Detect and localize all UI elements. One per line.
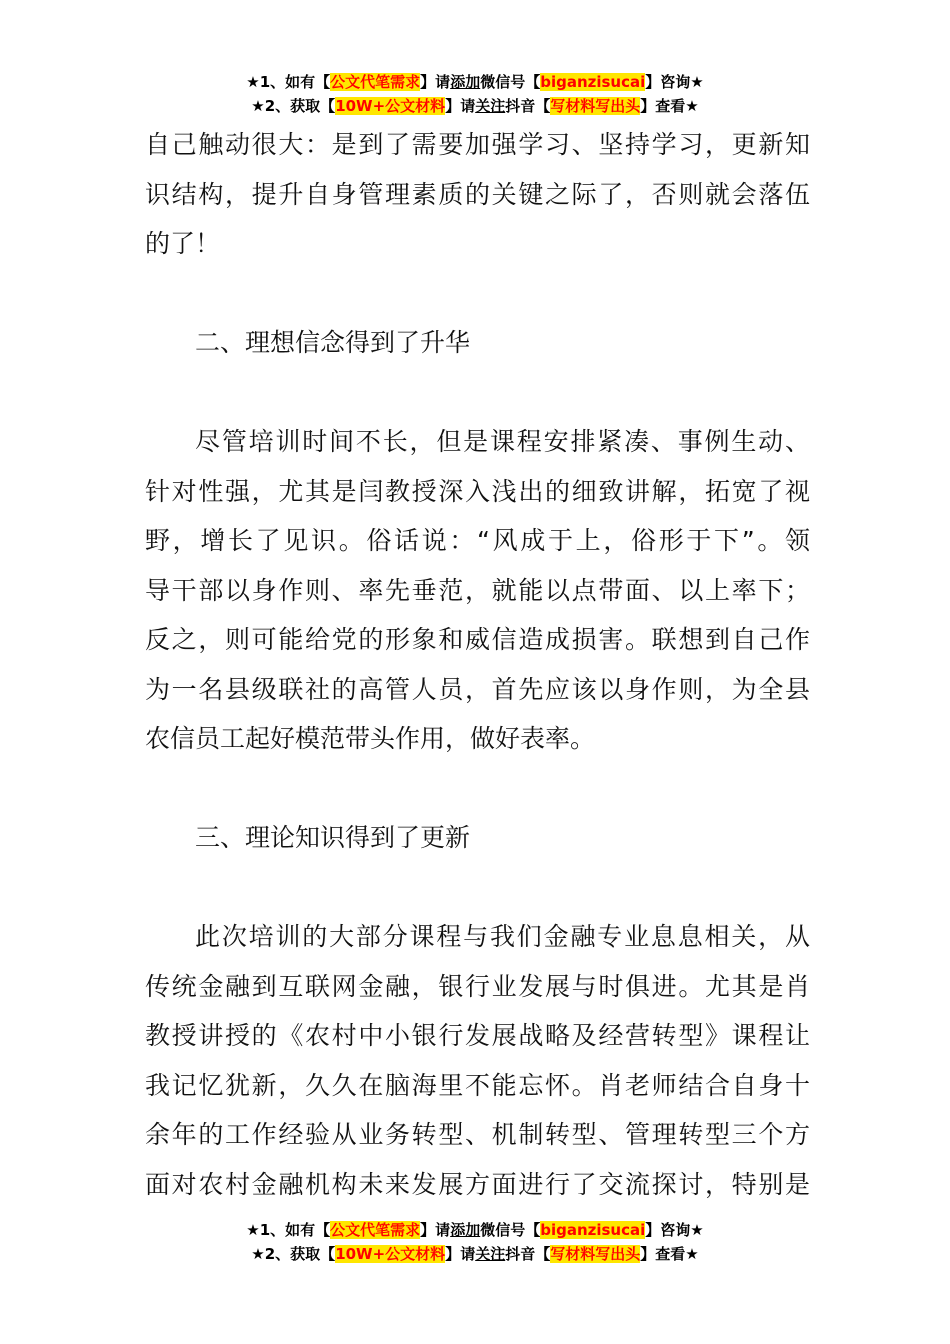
banner-highlight: 公文代笔需求	[330, 73, 421, 91]
banner-emphasis: 添加	[450, 1221, 481, 1239]
banner-text: 】查看★	[640, 1245, 699, 1263]
banner-douyin-id: 写材料写出头	[550, 97, 641, 115]
banner-text: ★2、获取【	[251, 1245, 336, 1263]
text-line: 识结构，提升自身管理素质的关键之际了，否则就会落伍	[145, 179, 810, 209]
banner-text: ★2、获取【	[251, 97, 336, 115]
text-line: 为一名县级联社的高管人员，首先应该以身作则，为全县	[145, 674, 810, 704]
text-line: 自己触动很大：是到了需要加强学习、坚持学习，更新知	[145, 130, 810, 159]
banner-highlight: 10W+公文材料	[335, 1245, 446, 1263]
text-line: 余年的工作经验从业务转型、机制转型、管理转型三个方	[145, 1120, 810, 1149]
text-line: 野，增长了见识。俗话说：“风成于上，俗形于下”。领	[145, 526, 810, 555]
section-heading-3: 三、理论知识得到了更新	[195, 823, 471, 852]
banner-text: 】请	[445, 1245, 476, 1263]
banner-line-1	[0, 1218, 950, 1242]
banner-line-1	[0, 70, 950, 94]
banner-emphasis: 关注	[475, 1245, 506, 1263]
text-line: 我记忆犹新，久久在脑海里不能忘怀。肖老师结合自身十	[145, 1070, 810, 1100]
text-line: 教授讲授的《农村中小银行发展战略及经营转型》课程让	[145, 1021, 810, 1050]
banner-text: 】查看★	[640, 97, 699, 115]
banner-wechat-id: biganzisucai	[540, 73, 646, 91]
text-line: 反之，则可能给党的形象和威信造成损害。联想到自己作	[145, 625, 810, 654]
banner-text: 抖音【	[505, 97, 551, 115]
banner-emphasis: 关注	[475, 97, 506, 115]
banner-highlight: 公文代笔需求	[330, 1221, 421, 1239]
banner-text: 微信号【	[480, 73, 541, 91]
banner-highlight: 10W+公文材料	[335, 97, 446, 115]
banner-wechat-id: biganzisucai	[540, 1221, 646, 1239]
banner-text: 】请	[445, 97, 476, 115]
top-banner	[0, 70, 950, 118]
text-line: 农信员工起好模范带头作用，做好表率。	[145, 724, 596, 753]
banner-text: 】请	[420, 1221, 451, 1239]
banner-text: ★1、如有【	[246, 1221, 331, 1239]
document-body	[145, 120, 810, 1209]
paragraph-1	[145, 120, 810, 269]
text-line: 此次培训的大部分课程与我们金融专业息息相关，从	[195, 922, 810, 951]
spacer	[145, 764, 810, 814]
spacer	[145, 863, 810, 913]
banner-text: 】咨询★	[645, 1221, 704, 1239]
text-line: 传统金融到互联网金融，银行业发展与时俱进。尤其是肖	[145, 971, 810, 1001]
spacer	[145, 368, 810, 418]
banner-text: ★1、如有【	[246, 73, 331, 91]
banner-line-2	[0, 94, 950, 118]
section-heading-2: 二、理想信念得到了升华	[195, 328, 471, 357]
text-line: 面对农村金融机构未来发展方面进行了交流探讨，特别是	[145, 1169, 810, 1199]
banner-emphasis: 添加	[450, 73, 481, 91]
text-line: 导干部以身作则、率先垂范，就能以点带面、以上率下；	[145, 575, 810, 605]
bottom-banner	[0, 1218, 950, 1266]
paragraph-3	[145, 912, 810, 1209]
text-line: 尽管培训时间不长，但是课程安排紧凑、事例生动、	[195, 427, 810, 456]
banner-line-2	[0, 1242, 950, 1266]
banner-douyin-id: 写材料写出头	[550, 1245, 641, 1263]
banner-text: 】咨询★	[645, 73, 704, 91]
paragraph-2	[145, 417, 810, 764]
banner-text: 】请	[420, 73, 451, 91]
text-line: 的了！	[145, 229, 221, 258]
banner-text: 微信号【	[480, 1221, 541, 1239]
banner-text: 抖音【	[505, 1245, 551, 1263]
spacer	[145, 269, 810, 319]
text-line: 针对性强，尤其是闫教授深入浅出的细致讲解，拓宽了视	[145, 476, 810, 506]
